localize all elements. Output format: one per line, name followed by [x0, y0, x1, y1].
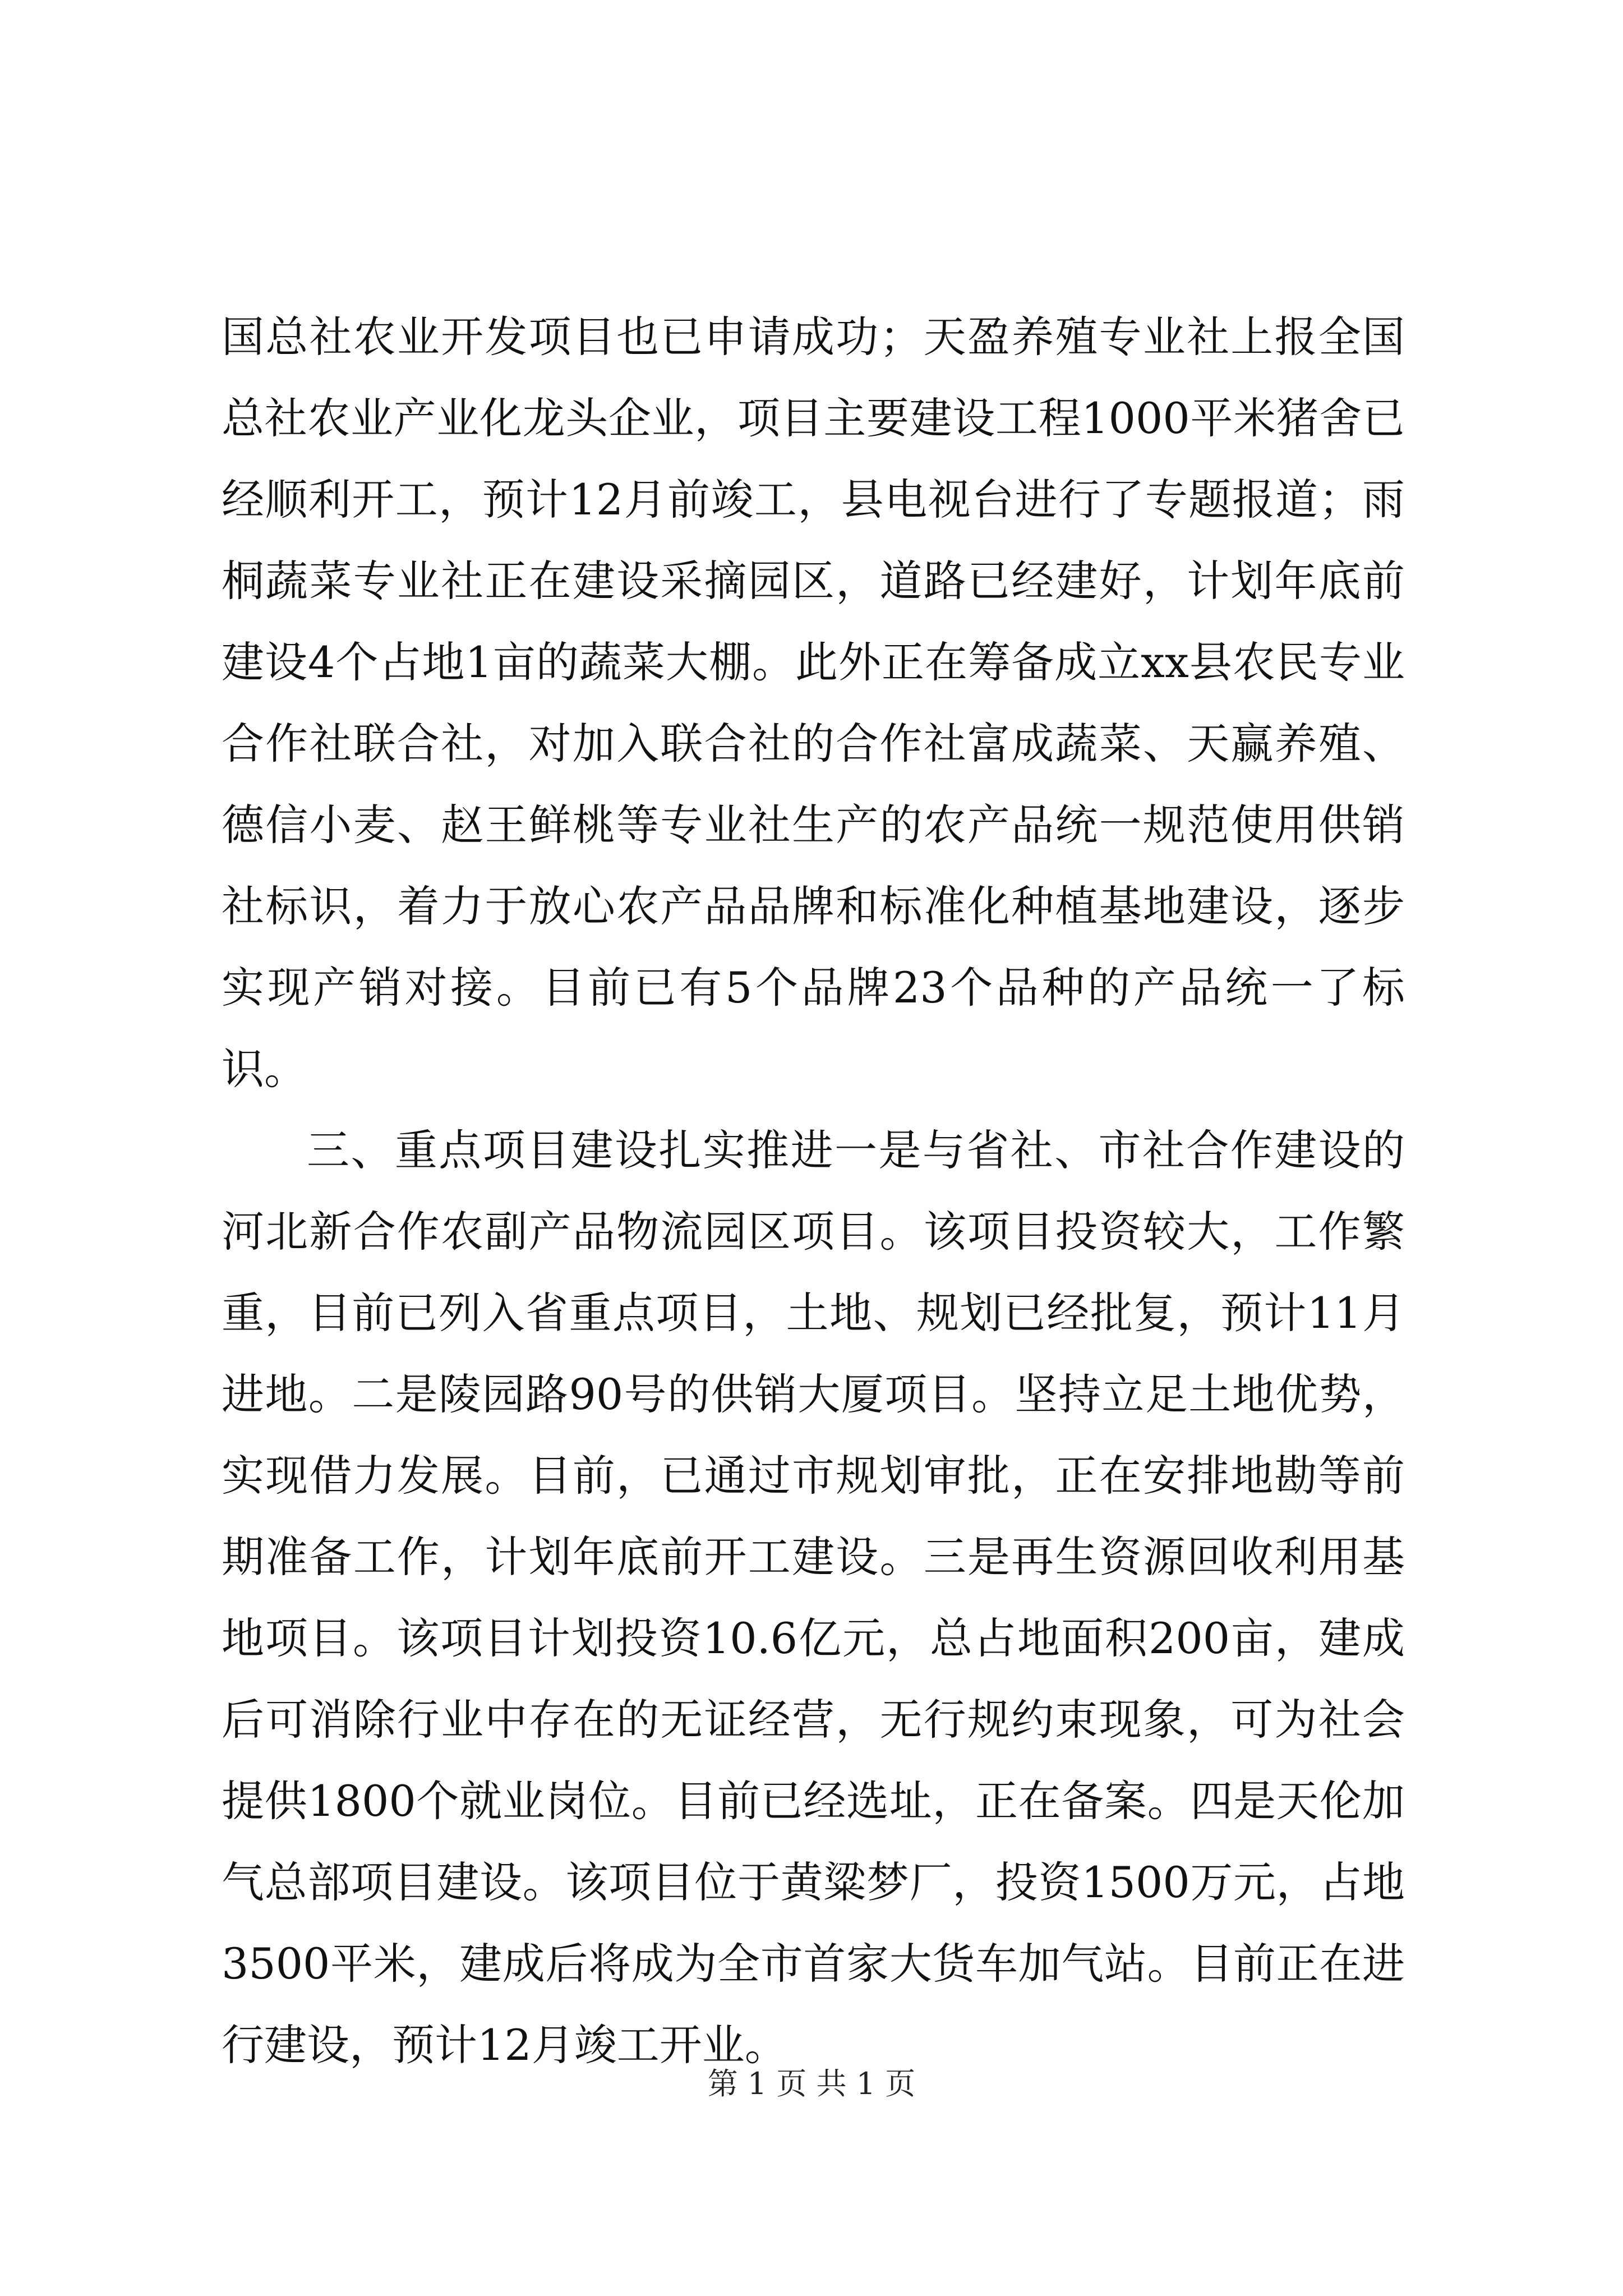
paragraph-1: 国总社农业开发项目也已申请成功；天盈养殖专业社上报全国总社农业产业化龙头企业，项目主要建设工程1000平米猪舍已经顺利开工，预计12月前竣工，县电视台进行了专题报道；雨桐蔬菜专业社正在建设采摘园区，道路已经建好，计划年底前建设4个占地1亩的蔬菜大棚。此外正在筹备成立xx县农民专业合作社联合社，对加入联合社的合作社富成蔬菜、天赢养殖、德信小麦、赵王鲜桃等专业社生产的农产品统一规范使用供销社标识，着力于放心农产品品牌和标准化种植基地建设，逐步实现产销对接。目前已有5个品牌23个品种的产品统一了标识。	[222, 312, 1405, 1094]
page-footer: 第 1 页 共 1 页	[707, 2066, 916, 2101]
paragraph-2: 三、重点项目建设扎实推进一是与省社、市社合作建设的河北新合作农副产品物流园区项目。该项目投资较大，工作繁重，目前已列入省重点项目，土地、规划已经批复，预计11月进地。二是陵园路90号的供销大厦项目。坚持立足土地优势，实现借力发展。目前，已通过市规划审批，正在安排地勘等前期准备工作，计划年底前开工建设。三是再生资源回收利用基地项目。该项目计划投资10.6亿元，总占地面积200亩，建成后可消除行业中存在的无证经营，无行规约束现象，可为社会提供1800个就业岗位。目前已经选址，正在备案。四是天伦加气总部项目建设。该项目位于黄粱梦厂，投资1500万元，占地3500平米，建成后将成为全市首家大货车加气站。目前正在进行建设，预计12月竣工开业。	[222, 1125, 1405, 2070]
document-body	[222, 296, 1405, 2086]
